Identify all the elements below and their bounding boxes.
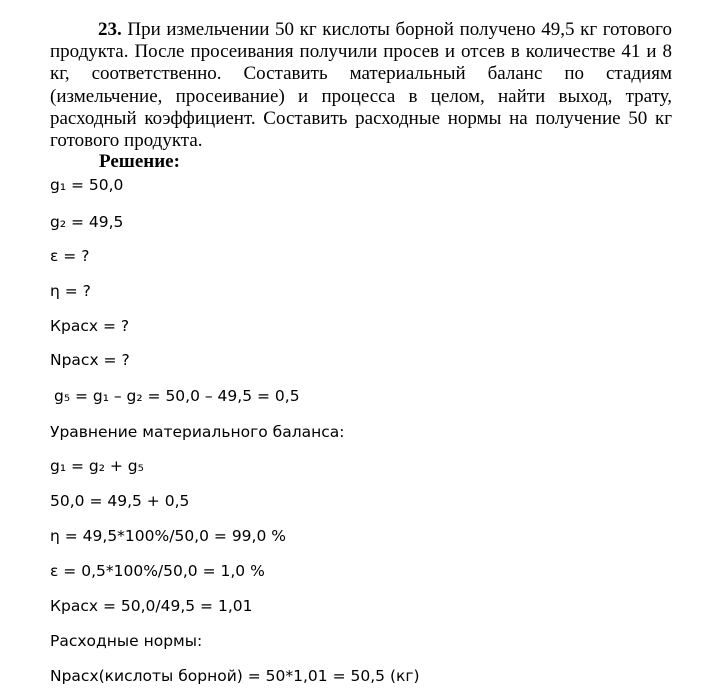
consumption-coefficient: Красх = 50,0/49,5 = 1,01	[50, 597, 253, 615]
balance-numeric: 50,0 = 49,5 + 0,5	[50, 492, 190, 510]
problem-number: 23.	[98, 19, 122, 40]
unknown-n-rasch: Nрасх = ?	[50, 351, 130, 369]
loss-percent-calculation: ε = 0,5*100%/50,0 = 1,0 %	[50, 562, 265, 580]
given-g1: g₁ = 50,0	[50, 176, 124, 194]
problem-statement	[50, 19, 672, 152]
consumption-norms-heading: Расходные нормы:	[50, 632, 203, 650]
loss-calculation: g₅ = g₁ – g₂ = 50,0 – 49,5 = 0,5	[54, 387, 300, 405]
balance-equation: g₁ = g₂ + g₅	[50, 457, 144, 475]
solution-heading: Решение:	[99, 151, 180, 172]
unknown-epsilon: ε = ?	[50, 247, 90, 265]
consumption-norm-boric-acid: Nрасх(кислоты борной) = 50*1,01 = 50,5 (кг)	[50, 667, 420, 685]
problem-text: При измельчении 50 кг кислоты борной получено 49,5 кг готового продукта. После просеивания получили просев и отсев в количестве 41 и 8 кг, соответственно. Составить материальный баланс по стадиям (измельчение, просеивание) и процесса в целом, найти выход, трату, расходный коэффициент. Составить расходные нормы на получение 50 кг готового продукта.	[50, 19, 673, 152]
unknown-k-rasch: Красх = ?	[50, 317, 130, 335]
unknown-eta: η = ?	[50, 282, 91, 300]
given-g2: g₂ = 49,5	[50, 213, 124, 231]
balance-equation-heading: Уравнение материального баланса:	[50, 423, 345, 441]
yield-calculation: η = 49,5*100%/50,0 = 99,0 %	[50, 527, 286, 545]
